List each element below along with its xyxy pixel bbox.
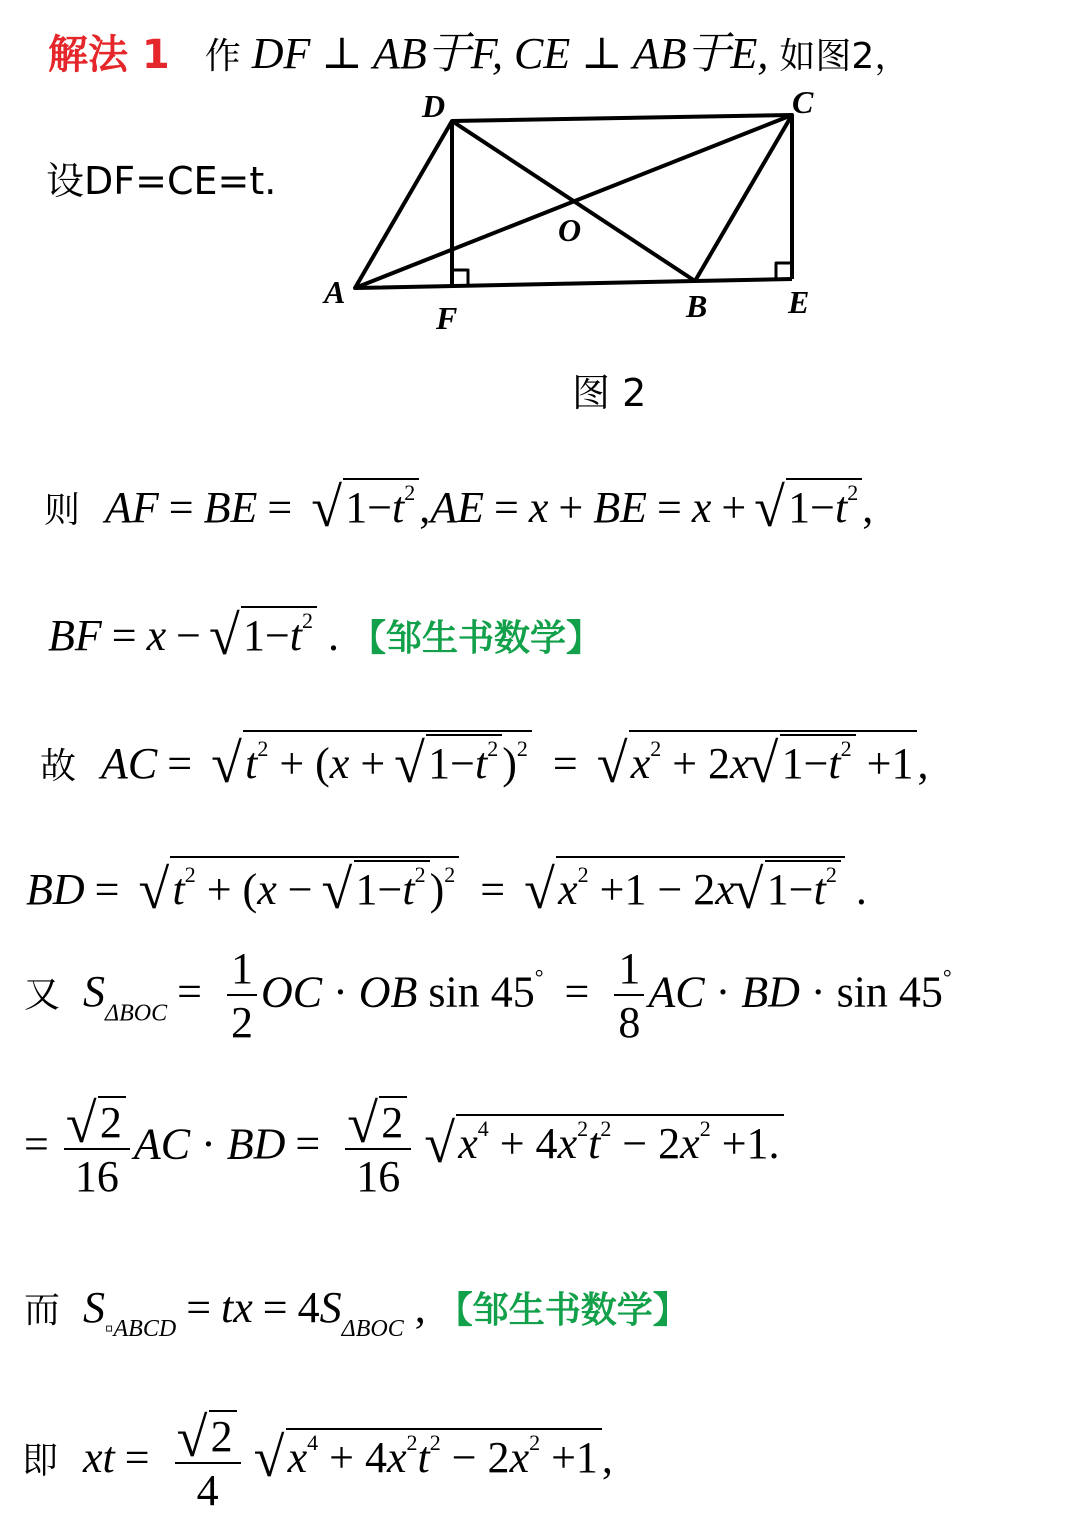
- right-angle-f: [452, 270, 468, 286]
- point-f: F: [436, 300, 458, 336]
- instruction-prefix: 作: [204, 36, 241, 77]
- method-label: 解法 1: [48, 32, 170, 78]
- equation-line-6: = √ $\frac{2}{16}$ AC · BD = √ $\frac{2}{16}$ √ $x^4 + 4x^2t^2 - 2x^2 +1$.: [24, 1096, 784, 1200]
- watermark-2: 【邹生书数学】: [436, 1290, 689, 1331]
- equation-line-2: BF = x −√ $1-t^2$ . 【邹生书数学】: [48, 606, 602, 658]
- diagonal-bd: [452, 121, 695, 281]
- point-b: B: [686, 288, 708, 324]
- equation-line-3: 故 AC = √ $t^2 + (x$ + √ $1-t^2)^2$ = √ $x^2 + 2x√$ $1-t^2 +1$,: [40, 730, 928, 786]
- right-angle-e: [776, 263, 792, 279]
- figure-caption: 图 2: [572, 371, 647, 415]
- setup-text: 设DF=CE=t.: [46, 159, 277, 203]
- point-a: A: [324, 274, 346, 310]
- equation-line-8: 即 xt = √ $\frac{2}{4}$ √ $x^4 + 4x^2t^2 - 2x^2 +1$,: [22, 1410, 613, 1514]
- equation-line-7: 而 $S_{▫ABCD}$ = tx = $4S_{\Delta BOC}$ , 【邹生书数学】: [24, 1283, 689, 1342]
- parallelogram-figure: [320, 85, 840, 345]
- point-c: C: [792, 85, 814, 120]
- segment-be: [695, 279, 792, 281]
- equation-line-4: BD = √ $t^2 + (x$ − √ $1-t^2)^2$ = √ $x^2 +1 - 2x√$ $1-t^2$ .: [26, 856, 867, 912]
- instruction-suffix: 如图2，: [779, 36, 911, 77]
- point-d: D: [422, 88, 446, 124]
- point-o: O: [558, 212, 582, 248]
- header-line: [48, 29, 911, 78]
- equation-line-1: 则 AF = BE = √ $1-t^2,AE = x$ + BE = x +√ $1-t^2$,: [44, 478, 873, 530]
- point-e: E: [788, 284, 810, 320]
- equation-line-5: 又 $S_{\Delta BOC}$ = $\frac{1}{2}$ OC · OB sin 45° = $\frac{1}{8}$ AC · BD · sin 45°: [24, 944, 952, 1048]
- instruction-math: DF ⊥ AB于F, CE ⊥ AB于E,: [251, 29, 769, 78]
- watermark-1: 【邹生书数学】: [350, 618, 603, 659]
